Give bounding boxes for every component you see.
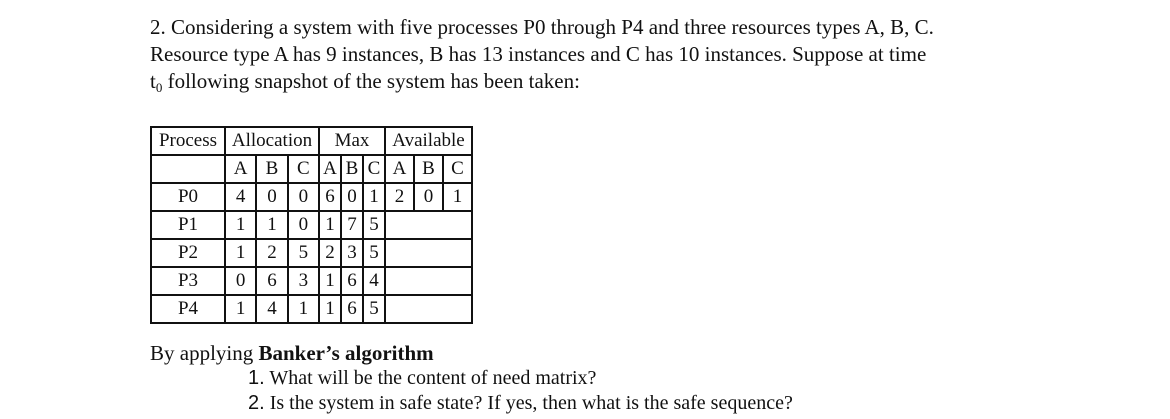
max-cell: 6 bbox=[341, 267, 363, 295]
question-text: What will be the content of need matrix? bbox=[264, 367, 597, 389]
max-cell: 2 bbox=[319, 239, 341, 267]
question-item bbox=[248, 391, 793, 416]
max-cell: 7 bbox=[341, 211, 363, 239]
question-list bbox=[248, 366, 793, 416]
statement-line-3-text: following snapshot of the system has been taken: bbox=[162, 69, 580, 93]
table-subheader-row bbox=[151, 155, 472, 183]
allocation-cell: 0 bbox=[288, 211, 319, 239]
available-empty-cell bbox=[385, 239, 472, 267]
allocation-cell: 1 bbox=[288, 295, 319, 323]
max-cell: 0 bbox=[341, 183, 363, 211]
table-row bbox=[151, 267, 472, 295]
allocation-cell: 4 bbox=[225, 183, 256, 211]
max-cell: 3 bbox=[341, 239, 363, 267]
instruction-line bbox=[150, 340, 434, 366]
header-max: Max bbox=[319, 127, 385, 155]
subheader-cell: B bbox=[256, 155, 287, 183]
subheader-cell: B bbox=[414, 155, 443, 183]
subheader-cell: C bbox=[288, 155, 319, 183]
allocation-cell: 1 bbox=[225, 295, 256, 323]
subheader-cell: A bbox=[225, 155, 256, 183]
available-cell: 2 bbox=[385, 183, 414, 211]
available-cell: 0 bbox=[414, 183, 443, 211]
table-row bbox=[151, 239, 472, 267]
question-item bbox=[248, 366, 793, 391]
available-empty-cell bbox=[385, 295, 472, 323]
allocation-cell: 4 bbox=[256, 295, 287, 323]
instruction-prefix: By applying bbox=[150, 341, 259, 365]
available-empty-cell bbox=[385, 211, 472, 239]
max-cell: 1 bbox=[363, 183, 385, 211]
header-allocation: Allocation bbox=[225, 127, 319, 155]
subheader-cell: C bbox=[363, 155, 385, 183]
max-cell: 5 bbox=[363, 295, 385, 323]
process-cell: P4 bbox=[151, 295, 225, 323]
question-number: 1. bbox=[248, 367, 265, 389]
allocation-cell: 5 bbox=[288, 239, 319, 267]
subheader-cell: A bbox=[385, 155, 414, 183]
process-cell: P1 bbox=[151, 211, 225, 239]
max-cell: 4 bbox=[363, 267, 385, 295]
max-cell: 1 bbox=[319, 267, 341, 295]
time-subscript: 0 bbox=[155, 80, 163, 95]
table-header-row bbox=[151, 127, 472, 155]
allocation-cell: 1 bbox=[225, 211, 256, 239]
available-empty-cell bbox=[385, 267, 472, 295]
allocation-cell: 6 bbox=[256, 267, 287, 295]
question-text: Is the system in safe state? If yes, then what is the safe sequence? bbox=[264, 392, 793, 414]
allocation-cell: 3 bbox=[288, 267, 319, 295]
subheader-cell: C bbox=[443, 155, 472, 183]
allocation-cell: 0 bbox=[288, 183, 319, 211]
allocation-cell: 0 bbox=[256, 183, 287, 211]
allocation-cell: 2 bbox=[256, 239, 287, 267]
question-number: 2. bbox=[248, 392, 265, 414]
table-row bbox=[151, 295, 472, 323]
allocation-cell: 0 bbox=[225, 267, 256, 295]
header-process: Process bbox=[151, 127, 225, 155]
header-available: Available bbox=[385, 127, 472, 155]
max-cell: 5 bbox=[363, 239, 385, 267]
max-cell: 6 bbox=[341, 295, 363, 323]
statement-line-3 bbox=[150, 68, 1050, 101]
max-cell: 1 bbox=[319, 211, 341, 239]
max-cell: 1 bbox=[319, 295, 341, 323]
process-cell: P0 bbox=[151, 183, 225, 211]
allocation-cell: 1 bbox=[256, 211, 287, 239]
snapshot-table bbox=[150, 126, 473, 324]
subheader-cell: B bbox=[341, 155, 363, 183]
algorithm-name: Banker’s algorithm bbox=[258, 341, 434, 365]
problem-statement bbox=[150, 14, 1050, 101]
subheader-empty bbox=[151, 155, 225, 183]
statement-line-1: 2. Considering a system with five processes P0 through P4 and three resources types A, B, C. bbox=[150, 15, 934, 39]
process-cell: P2 bbox=[151, 239, 225, 267]
statement-line-2: Resource type A has 9 instances, B has 13 instances and C has 10 instances. Suppose at time bbox=[150, 42, 927, 66]
allocation-cell: 1 bbox=[225, 239, 256, 267]
subheader-cell: A bbox=[319, 155, 341, 183]
max-cell: 6 bbox=[319, 183, 341, 211]
time-variable: t bbox=[150, 69, 156, 93]
process-cell: P3 bbox=[151, 267, 225, 295]
table-row bbox=[151, 211, 472, 239]
available-cell: 1 bbox=[443, 183, 472, 211]
table-row bbox=[151, 183, 472, 211]
max-cell: 5 bbox=[363, 211, 385, 239]
